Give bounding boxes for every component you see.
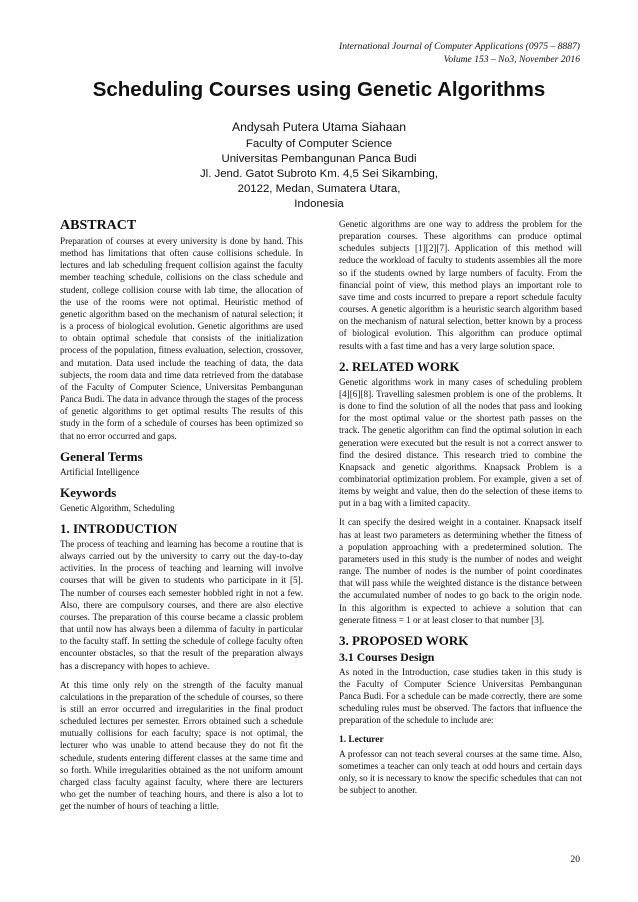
related-work-paragraph-2: It can specify the desired weight in a container. Knapsack itself has at least two parameters as determining whether the fitness of a population approaching with a predetermined solution. The parameters used in this study is the number of nodes and weight range. The number of nodes is the number of point coordinates that will pass while the weighted distance is the distance between the accumulated number of nodes to go back to the origin node. In this algorithm is expected to achieve a solution that can generate fitness = 1 or at least closer to that number [3]. — [339, 517, 582, 625]
abstract-text: Preparation of courses at every university is done by hand. This method has limitations that often cause collisions schedule. In lectures and lab scheduling frequent collision against the faculty member teaching schedule, collisions on the class schedule and student, college collision course with lab time, the allocation of the use of the rooms were not optimal. Heuristic method of genetic algorithm based on the mechanism of natural selection; it is a process of biological evolution. Genetic algorithms are used to obtain optimal schedule that consists of the initialization process of the population, fitness evaluation, selection, crossover, and mutation. Data used include the teaching of data, the data subjects, the room data and time data retrieved from the database of the Faculty of Computer Science, Universitas Pembangunan Panca Budi. The data in advance through the stages of the process of genetic algorithms to get optimal results The results of this study in the form of a schedule of courses has been optimized so that no error occurred and gaps. — [60, 236, 303, 441]
abstract-heading: ABSTRACT — [60, 218, 137, 233]
lecturer-item-text: A professor can not teach several courses at the same time. Also, sometimes a teacher can only teach at odd hours and certain days only, so it is necessary to know the specific schedules that can not be subject to another. — [339, 748, 582, 796]
related-work-heading: 2. RELATED WORK — [339, 358, 460, 374]
left-column — [60, 218, 303, 819]
journal-name: International Journal of Computer Applications (0975 – 8887) — [339, 41, 580, 52]
right-column — [339, 218, 582, 803]
keywords-text: Genetic Algorithm, Scheduling — [60, 502, 175, 513]
author-address-street: Jl. Jend. Gatot Subroto Km. 4,5 Sei Sikambing, — [199, 168, 439, 180]
introduction-paragraph-3: Genetic algorithms are one way to address the problem for the preparation courses. These algorithms can produce optimal schedules subjects [1][2][7]. Application of this method will reduce the workload of faculty to students assembles all the more so if the students owned by large numbers of faculty. From the financial point of view, this method plays an important role to save time and costs incurred to prepare a report schedule faculty courses. A genetic algorithm is a heuristic search algorithm based on the mechanism of natural selection, better known by a process of biological evolution. This algorithm can produce optimal results with a fast time and has a very large solution space. — [339, 219, 582, 351]
page-number: 20 — [570, 854, 580, 865]
courses-design-heading: 3.1 Courses Design — [339, 649, 435, 664]
courses-design-paragraph: As noted in the Introduction, case studies taken in this study is the Faculty of Computer Science Universitas Pembangunan Panca Budi. For a schedule can be made correctly, there are some scheduling rules must be observed. The factors that influence the preparation of the schedule to include are: — [339, 666, 582, 726]
author-address-country: Indonesia — [294, 198, 344, 210]
journal-volume: Volume 153 – No3, November 2016 — [443, 54, 580, 65]
introduction-paragraph-1: The process of teaching and learning has become a routine that is always carried out by the university to carry out the day-to-day activities. In the process of teaching and learning will involve courses that will be given to students who participate in it [5]. The number of courses each semester hobbled right in not a few. Also, there are compulsory courses, and there are also elective courses. The preparation of this course became a classic problem that until now has always been a dilemma of faculty in particular to the faculty staff. In setting the schedule of college faculty often encounter obstacles, so that the result of the preparation always has a discrepancy with hopes to achieve. — [60, 538, 303, 671]
author-name: Andysah Putera Utama Siahaan — [231, 120, 407, 134]
general-terms-heading: General Terms — [60, 448, 143, 464]
paper-title: Scheduling Courses using Genetic Algorithms — [92, 78, 546, 101]
author-address-city: 20122, Medan, Sumatera Utara, — [237, 183, 401, 195]
lecturer-item-heading: 1. Lecturer — [339, 734, 384, 745]
author-affiliation-faculty: Faculty of Computer Science — [245, 138, 393, 150]
related-work-paragraph-1: Genetic algorithms work in many cases of scheduling problem [4][6][8]. Travelling salesmen problem is one of the problems. It is done to find the solution of all the nodes that pass and looking for the most optimal value or the shortest path passes on the track. The genetic algorithm can find the optimal solution in each generation were executed but the result is not a correct answer to find the desired distance. This research tried to combine the Knapsack and genetic algorithms. Knapsack Problem is a combinatorial optimization problem. For example, given a set of items by weight and value, then do the selection of these items to put in a bag with a limited capacity. — [339, 376, 582, 509]
author-block — [0, 120, 638, 212]
introduction-paragraph-2: At this time only rely on the strength of the faculty manual calculations in the preparation of the schedule of courses, so there is still an error occurred and irregularities in the final product scheduled lectures per semester. Errors obtained such a schedule mutually collisions for each faculty; space is not optimal, the lecturer who was unable to attend because they do not fit the schedule, students entering different classes at the same time and so forth. While irregularities obtained as the not uniform amount charged class faculty against faculty, where there are lecturers who get the number of teaching hours, and there is also a lot to get the number of hours of teaching a little. — [60, 679, 303, 812]
author-affiliation-university: Universitas Pembangunan Panca Budi — [221, 153, 417, 165]
journal-header — [339, 40, 580, 66]
keywords-heading: Keywords — [60, 484, 117, 500]
proposed-work-heading: 3. PROPOSED WORK — [339, 632, 469, 648]
general-terms-text: Artificial Intelligence — [60, 466, 140, 477]
introduction-heading: 1. INTRODUCTION — [60, 520, 178, 536]
